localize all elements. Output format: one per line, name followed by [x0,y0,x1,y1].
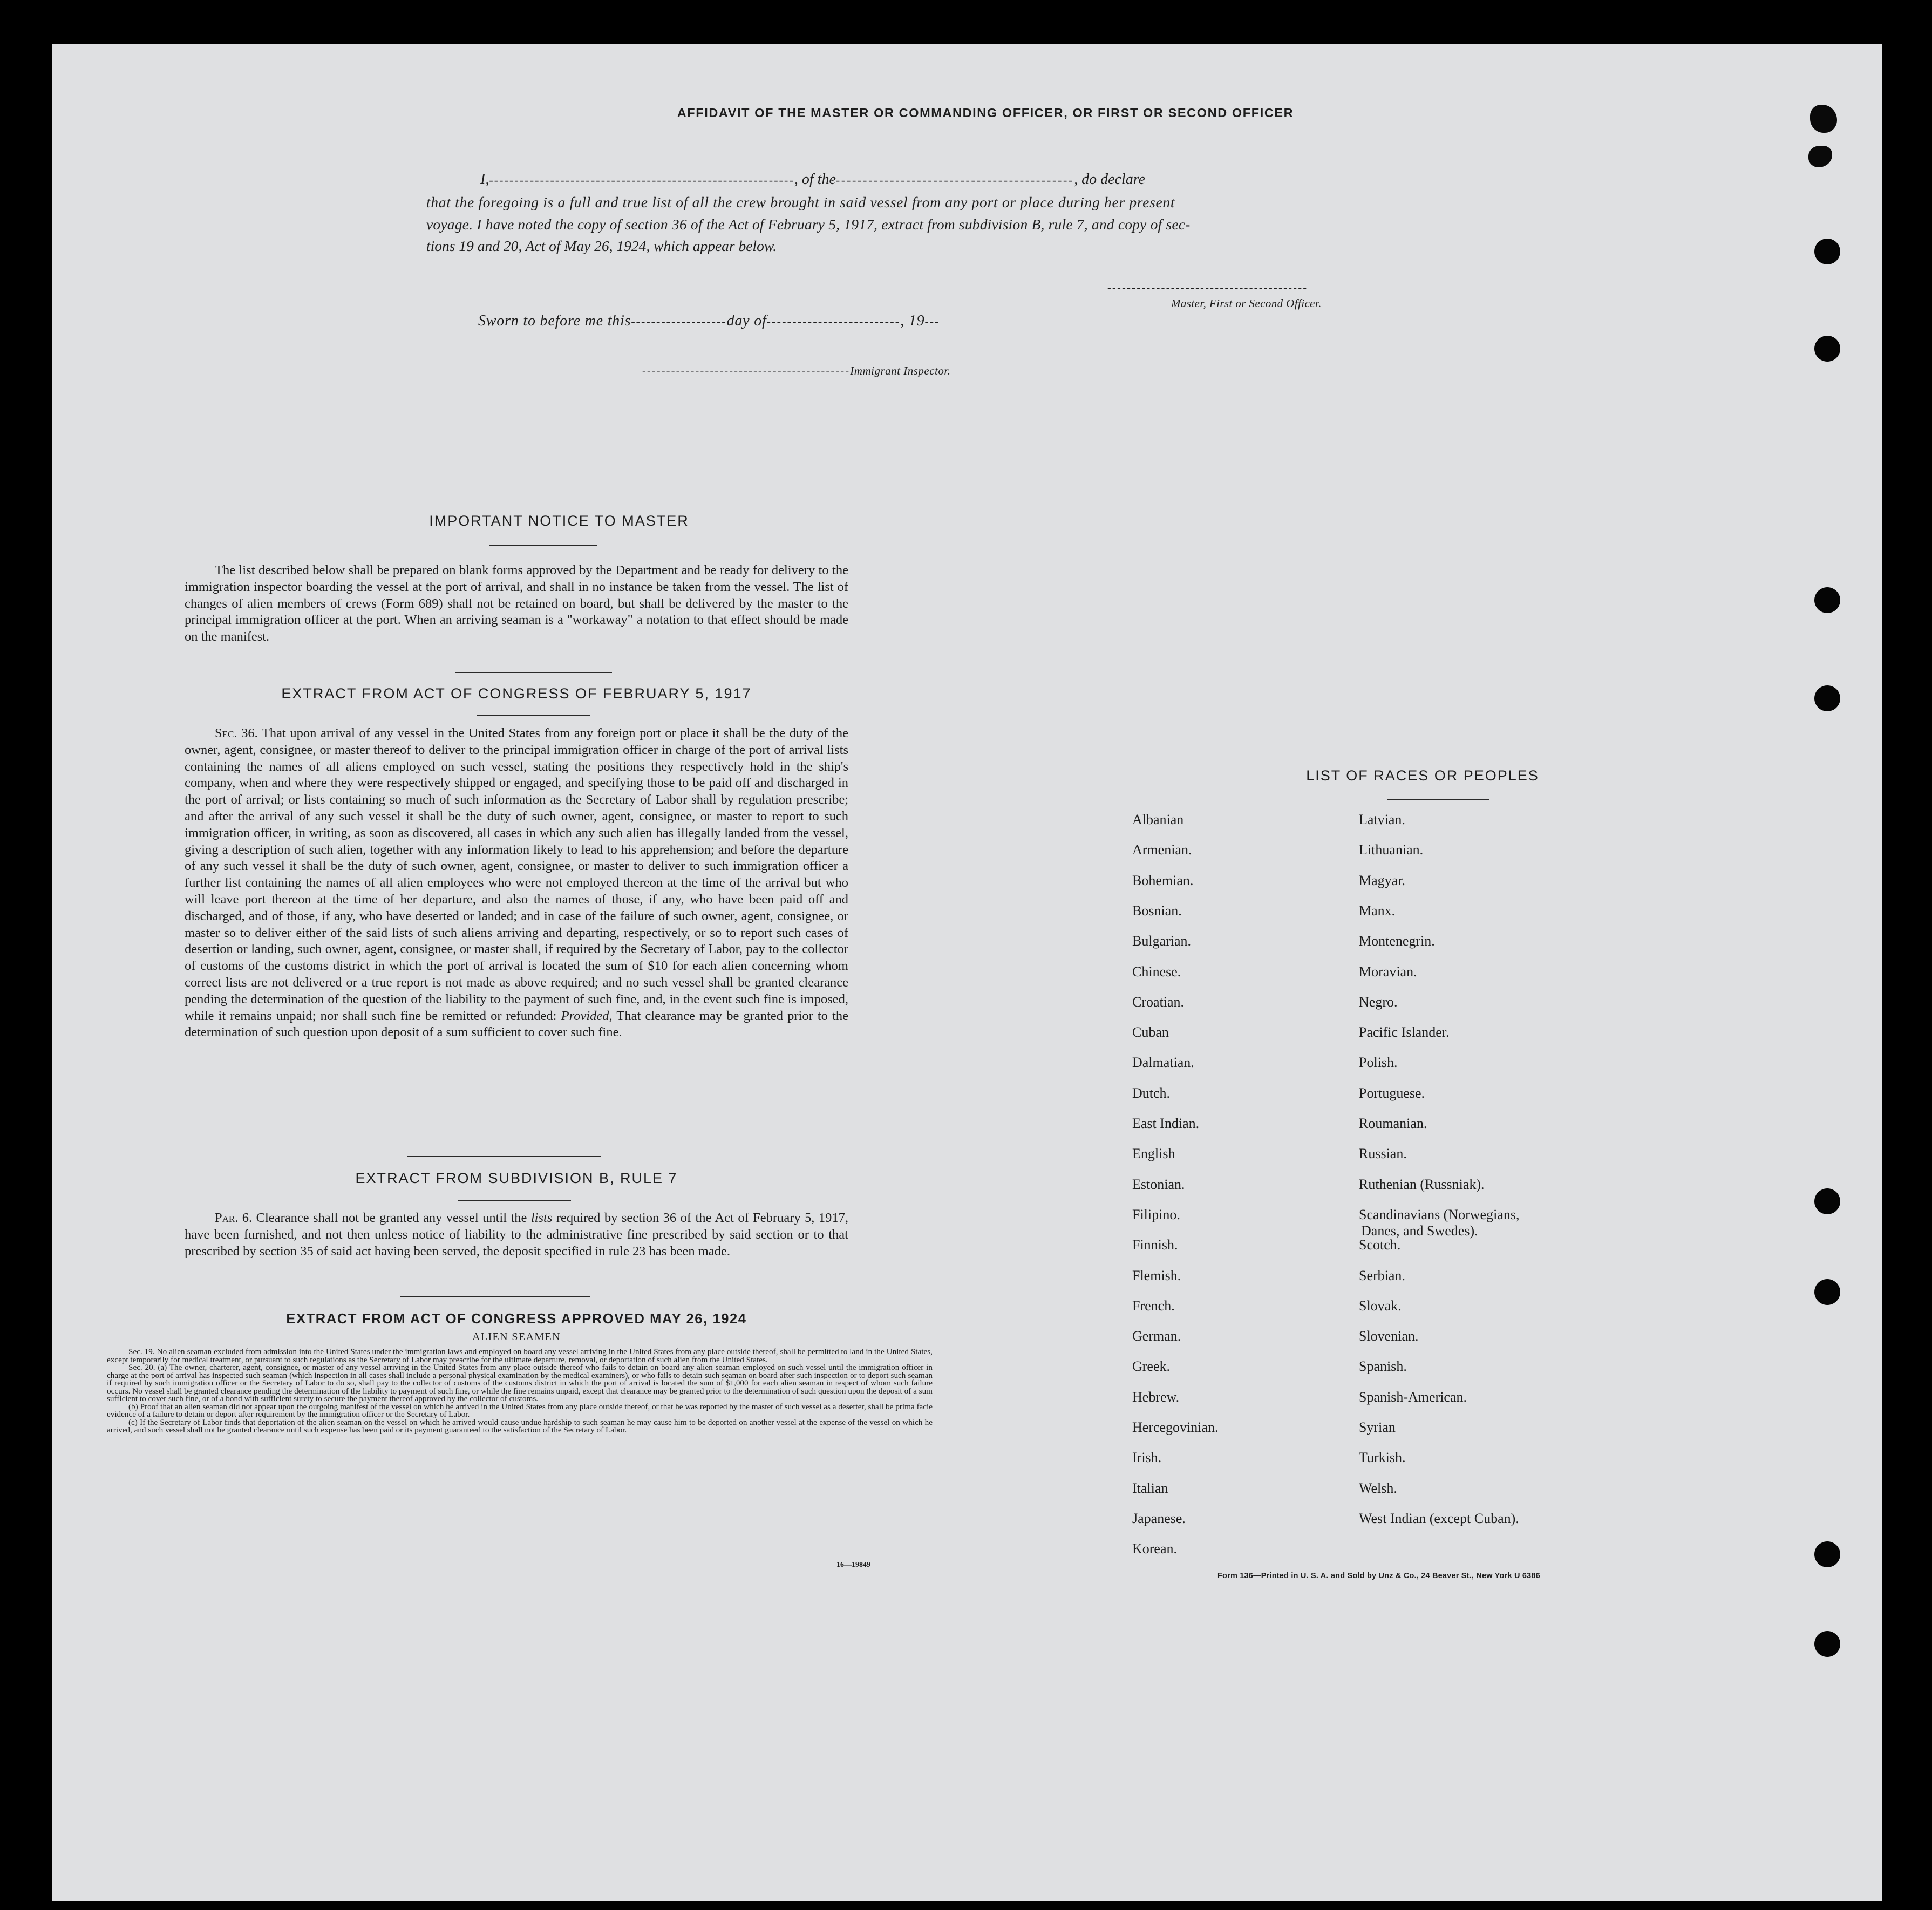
affidavit-of-the: , of the [794,171,836,188]
inspector-signature-blank[interactable]: ------------------------------------------- [642,365,851,377]
race-item: English [1132,1146,1175,1162]
race-item: Lithuanian. [1359,842,1424,858]
day-of-label: day of [726,312,767,329]
race-item: Cuban [1132,1024,1169,1041]
race-item: Greek. [1132,1358,1171,1375]
section-36-label: Sec. 36. [215,726,258,740]
rule-7-text [185,1210,848,1260]
vessel-name-blank[interactable]: -------------------------------------------- [835,173,1074,187]
race-item: Dutch. [1132,1085,1171,1101]
race-item: Welsh. [1359,1480,1397,1496]
race-item: Spanish-American. [1359,1389,1467,1405]
lists-word: lists [530,1211,553,1225]
race-item: German. [1132,1328,1181,1344]
race-item: Spanish. [1359,1358,1407,1375]
binder-hole [1814,239,1840,264]
race-item: Pacific Islander. [1359,1024,1450,1041]
master-signature-blank[interactable]: ----------------------------------------- [1107,282,1308,294]
binder-hole [1814,1279,1840,1305]
print-number: 16—19849 [836,1561,870,1569]
section-36-body: That upon arrival of any vessel in the United States from any foreign port or place it shall be the duty of the owner, agent, consignee, or master thereof to deliver to the principal immigration officer in charge of the port of arrival lists containing the names of all aliens employed on such vessel, stating the positions they respectively hold in the ship's company, when and where they were respectively shipped or engaged, and specifying those to be paid off and discharged in the port of arrival; or lists containing so much of such information as the Secretary of Labor shall by regulation prescribe; and after the arrival of any such vessel it shall be the duty of such owner, agent, consignee, or master to report to such immigration officer, in writing, as soon as discovered, all cases in which any such alien has illegally landed from the vessel, giving a description of such alien, together with any information likely to lead to his apprehension; and before the departure of any such vessel it shall be the duty of such owner, agent, consignee, or master to deliver to such immigration officer a further list containing the names of all alien employees who were not employed thereon at the time of the arrival but who will leave port thereon at the time of her departure, and also the names of those, if any, who have been paid off and discharged, and of those, if any, who have deserted or landed; and in case of the failure of such owner, agent, consignee, or master so to deliver either of the said lists of such aliens arriving and departing, respectively, or so to report such cases of desertion or landing, such owner, agent, consignee, or master shall, if required by the Secretary of Labor, pay to the collector of customs of the customs district in which the port of arrival is located the sum of $10 for each alien concerning whom correct lists are not delivered or a true report is not made as above required; and no such vessel shall be granted clearance pending the determination of the question of the liability to the payment of such fine, and, in the event such fine is imposed, while it remains unpaid; nor shall such fine be remitted or refunded: [185,726,848,1023]
race-item: Albanian [1132,812,1184,827]
inspector-signature-line [642,364,950,378]
race-item: Moravian. [1359,963,1417,980]
paragraph-6-body-b: required by section 36 of the Act of February 5, 1917, have been furnished, and not then unless notice of liability to the administrative fine prescribed by said section or to that prescribed by section 35 of said act having been served, the deposit specified in rule 23 has been made. [185,1211,849,1259]
race-item: Italian [1132,1480,1168,1496]
race-item: Ruthenian (Russniak). [1359,1176,1485,1192]
race-item: Slovenian. [1359,1328,1419,1344]
race-item: Estonian. [1132,1176,1185,1192]
race-item: Filipino. [1132,1206,1180,1222]
sworn-year-blank[interactable]: --- [924,315,940,328]
divider [455,672,612,673]
act-1917-title: EXTRACT FROM ACT OF CONGRESS OF FEBRUARY 5, 1917 [281,685,752,702]
section-19: Sec. 19. No alien seaman excluded from admission into the United States under the immigration laws and employed on board any vessel arriving in the United States from any place outside thereof, shall be permitted to land in the United States, except temporarily for medical treatment, or pursuant to such regulations as the Secretary of Labor may prescribe for the ultimate departure, removal, or deportation of such alien from the United States. [107,1347,933,1364]
alien-seamen-subtitle: ALIEN SEAMEN [472,1331,561,1343]
paragraph-6-label: Par. 6. [215,1211,253,1225]
binder-hole [1814,336,1840,362]
race-item: Manx. [1359,902,1396,919]
race-item: Scotch. [1359,1237,1401,1253]
affidavit-declare: , do declare [1074,171,1145,188]
affidavit-body-line-4: tions 19 and 20, Act of May 26, 1924, which appear below. [426,237,777,254]
race-item: Slovak. [1359,1297,1402,1314]
race-item: Portuguese. [1359,1085,1425,1101]
binder-hole [1814,1541,1840,1567]
race-item: French. [1132,1297,1175,1314]
rule-7-title: EXTRACT FROM SUBDIVISION B, RULE 7 [355,1170,678,1186]
sworn-line [478,312,940,330]
race-item: Hercegovinian. [1132,1419,1219,1435]
section-20b: (b) Proof that an alien seaman did not appear upon the outgoing manifest of the vessel on which he arrived in the United States from any place outside thereof, or that he was reported by the master of such vessel as a deserter, shall be prima facie evidence of a failure to detain or deport after requirement by the immigration officer or the Secretary of Labor. [107,1402,933,1419]
affidavit-body-line-2: that the foregoing is a full and true list of all the crew brought in said vessel from any port or place during her present [426,194,1175,210]
race-item: Chinese. [1132,963,1181,980]
inspector-label: Immigrant Inspector. [850,364,951,377]
section-20c: (c) If the Secretary of Labor finds that deportation of the alien seaman on the vessel on which he arrived would cause undue hardship to such seaman he may cause him to be deported on another vessel at the expense of the vessel on which he arrived, and such vessel shall not be granted clearance until such expense has been paid or its payment guaranteed to the satisfaction of the Secretary of Labor. [107,1417,933,1435]
race-item: Russian. [1359,1146,1407,1162]
divider [477,715,590,716]
divider [458,1200,571,1201]
act-1924-title: EXTRACT FROM ACT OF CONGRESS APPROVED MAY 26, 1924 [286,1311,747,1327]
race-item: Turkish. [1359,1450,1406,1466]
act-1924-text [107,1348,933,1435]
race-item: Montenegrin. [1359,933,1435,949]
torn-corner-mark [1808,146,1832,167]
affidavit-i: I, [480,171,489,188]
race-item: Bohemian. [1132,872,1194,888]
master-name-blank[interactable]: ------------------------------------------------------------ [489,173,794,187]
races-title: LIST OF RACES OR PEOPLES [1306,767,1539,784]
race-item: Armenian. [1132,842,1192,858]
binder-hole [1814,1188,1840,1214]
notice-text: The list described below shall be prepared on blank forms approved by the Department and be ready for delivery to the immigration inspector boarding the vessel at the port of arrival, and shall in no instance be taken from the vessel. The list of changes of alien members of crews (Form 689) shall not be retained on board, but shall be delivered by the master to the principal immigration officer at the port. When an arriving seaman is a "workaway" a notation to that effect should be made on the manifest. [185,563,848,644]
race-item: Hebrew. [1132,1389,1180,1405]
race-item: Roumanian. [1359,1116,1427,1131]
race-item: Negro. [1359,994,1398,1010]
race-item: Flemish. [1132,1267,1181,1283]
form-imprint: Form 136—Printed in U. S. A. and Sold by Unz & Co., 24 Beaver St., New York U 6386 [1217,1572,1540,1580]
race-item: Scandinavians (Norwegians, [1359,1206,1520,1222]
act-1917-text [185,725,848,1041]
section-36-body-end: That clearance may be granted prior to the determination of such question upon deposit of a sum sufficient to cover such fine. [185,1008,849,1040]
document-page [52,44,1882,1901]
race-item: Finnish. [1132,1237,1178,1253]
provided-word: Provided, [561,1008,613,1023]
master-signature-label: Master, First or Second Officer. [1171,297,1322,310]
divider [400,1296,590,1297]
binder-hole [1814,587,1840,613]
sworn-day-blank[interactable]: ------------------- [631,315,727,328]
affidavit-line-1 [480,171,1495,188]
paragraph-6-body-a: Clearance shall not be granted any vessel until the [256,1211,527,1225]
binder-hole [1814,1631,1840,1657]
sworn-month-blank[interactable]: -------------------------- [766,315,901,328]
binder-hole [1814,685,1840,711]
divider [407,1156,601,1157]
race-item: Croatian. [1132,994,1185,1010]
race-item: Japanese. [1132,1510,1186,1526]
affidavit-body-line-3: voyage. I have noted the copy of section 36 of the Act of February 5, 1917, extract from subdivision B, rule 7, and copy of sec- [426,216,1191,233]
race-item: Irish. [1132,1450,1162,1466]
notice-title: IMPORTANT NOTICE TO MASTER [429,513,689,529]
race-item: Bosnian. [1132,902,1182,919]
race-item: Korean. [1132,1541,1178,1557]
sworn-label: Sworn to before me this [478,312,631,329]
divider [489,545,597,546]
section-20a: Sec. 20. (a) The owner, charterer, agent, consignee, or master of any vessel arriving in the United States from any place outside thereof who fails to detain on board any alien seaman employed on such vessel until the immigration officer in charge at the port of arrival has inspected such seaman (which inspection in all cases shall include a personal physical examination by the medical examiners), or who fails to detain such seaman on board after such inspection or to deport such seaman if required by such immigration officer or the Secretary of Labor to do so, shall pay to the collector of customs of the customs district in which the port of arrival is located the sum of $1,000 for each alien seaman in respect of whom such failure occurs. No vessel shall be granted clearance pending the determination of the liability to payment of such fine, or while the fine remains unpaid, except that clearance may be granted prior to the determination of such question upon the deposit of a sum sufficient to cover such fine, or of a bond with sufficient surety to secure the payment thereof approved by the collector of customs. [107,1363,933,1403]
torn-corner-mark [1810,105,1837,133]
affidavit-title: AFFIDAVIT OF THE MASTER OR COMMANDING OFFICER, OR FIRST OR SECOND OFFICER [677,106,1294,120]
race-item: Magyar. [1359,872,1405,888]
race-item: Latvian. [1359,812,1405,827]
divider [1387,799,1489,800]
year-label: , 19 [900,312,925,329]
race-item: Dalmatian. [1132,1055,1194,1071]
race-item: Bulgarian. [1132,933,1192,949]
race-item: Syrian [1359,1419,1396,1435]
race-item: Polish. [1359,1055,1398,1071]
race-item: Serbian. [1359,1267,1405,1283]
race-item: East Indian. [1132,1116,1200,1131]
race-item: West Indian (except Cuban). [1359,1510,1519,1526]
race-item: Danes, and Swedes). [1361,1222,1478,1239]
